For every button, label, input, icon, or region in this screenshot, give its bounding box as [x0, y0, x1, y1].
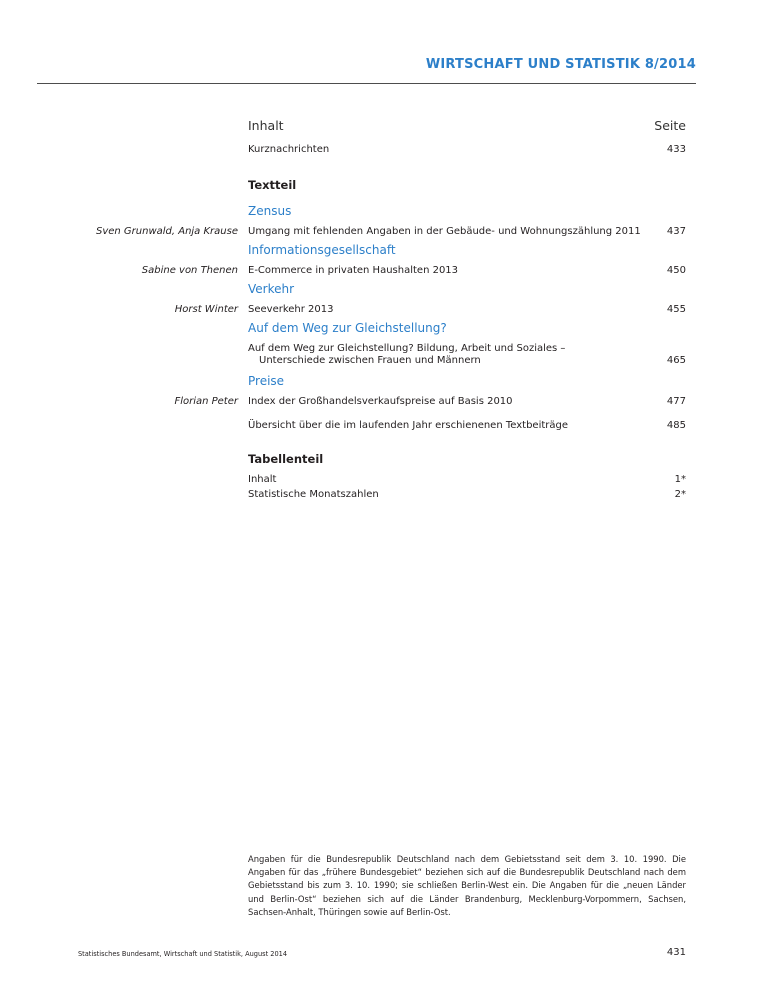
header-divider: [37, 83, 696, 84]
topic-heading: Informationsgesellschaft: [248, 243, 396, 257]
toc-entry-page: 465: [666, 355, 686, 366]
toc-entry-page: 1*: [674, 474, 686, 485]
toc-entry-title[interactable]: Umgang mit fehlenden Angaben in der Gebäude- und Wohnungszählung 2011: [248, 226, 641, 237]
footer-source: Statistisches Bundesamt, Wirtschaft und Statistik, August 2014: [78, 950, 288, 958]
toc-entry-page: 437: [666, 226, 686, 237]
toc-entry-author: Horst Winter: [174, 304, 238, 315]
topic-heading: Auf dem Weg zur Gleichstellung?: [248, 321, 447, 335]
toc-entry-title[interactable]: Kurznachrichten: [248, 144, 330, 155]
toc-entry-title-continued[interactable]: Unterschiede zwischen Frauen und Männern: [259, 355, 481, 366]
toc-page-heading: Seite: [654, 118, 686, 133]
toc-entry-title[interactable]: E-Commerce in privaten Haushalten 2013: [248, 265, 459, 276]
page-number: 431: [666, 947, 686, 958]
toc-entry-title[interactable]: Seeverkehr 2013: [248, 304, 334, 315]
toc-entry-title[interactable]: Übersicht über die im laufenden Jahr erschienenen Textbeiträge: [248, 420, 569, 431]
topic-heading: Zensus: [248, 204, 292, 218]
journal-title: WIRTSCHAFT UND STATISTIK 8/2014: [425, 57, 696, 72]
toc-entry-page: 485: [666, 420, 686, 431]
section-heading-textteil: Textteil: [248, 178, 297, 192]
toc-entry-page: 433: [666, 144, 686, 155]
toc-content-heading: Inhalt: [248, 118, 284, 133]
toc-entry-title[interactable]: Index der Großhandelsverkaufspreise auf Basis 2010: [248, 396, 513, 407]
toc-entry-author: Sabine von Thenen: [141, 265, 238, 276]
section-heading-tabellenteil: Tabellenteil: [248, 452, 324, 466]
toc-entry-author: Florian Peter: [174, 396, 238, 407]
toc-entry-title[interactable]: Inhalt: [248, 474, 277, 485]
toc-entry-title[interactable]: Auf dem Weg zur Gleichstellung? Bildung, Arbeit und Soziales –: [248, 343, 566, 354]
toc-entry-title[interactable]: Statistische Monatszahlen: [248, 489, 379, 500]
topic-heading: Preise: [248, 374, 285, 388]
toc-entry-page: 455: [666, 304, 686, 315]
toc-entry-page: 477: [666, 396, 686, 407]
toc-entry-author: Sven Grunwald, Anja Krause: [95, 226, 238, 237]
toc-entry-page: 450: [666, 265, 686, 276]
toc-entry-page: 2*: [674, 489, 686, 500]
topic-heading: Verkehr: [248, 282, 295, 296]
footnote-territory: Angaben für die Bundesrepublik Deutschland nach dem Gebietsstand seit dem 3. 10. 1990. Die Angaben für das „frühere Bundesgebiet“ beziehen sich auf die Bundesrepublik Deutschland nach dem Gebietsstand bis zum 3. 10. 1990; sie schließen Berlin-West ein. Die Angaben für die „neuen Länder und Berlin-Ost“ beziehen sich auf die Länder Brandenburg, Mecklenburg-Vorpommern, Sachsen, Sachsen-Anhalt, Thüringen sowie auf Berlin-Ost.: [248, 854, 686, 917]
